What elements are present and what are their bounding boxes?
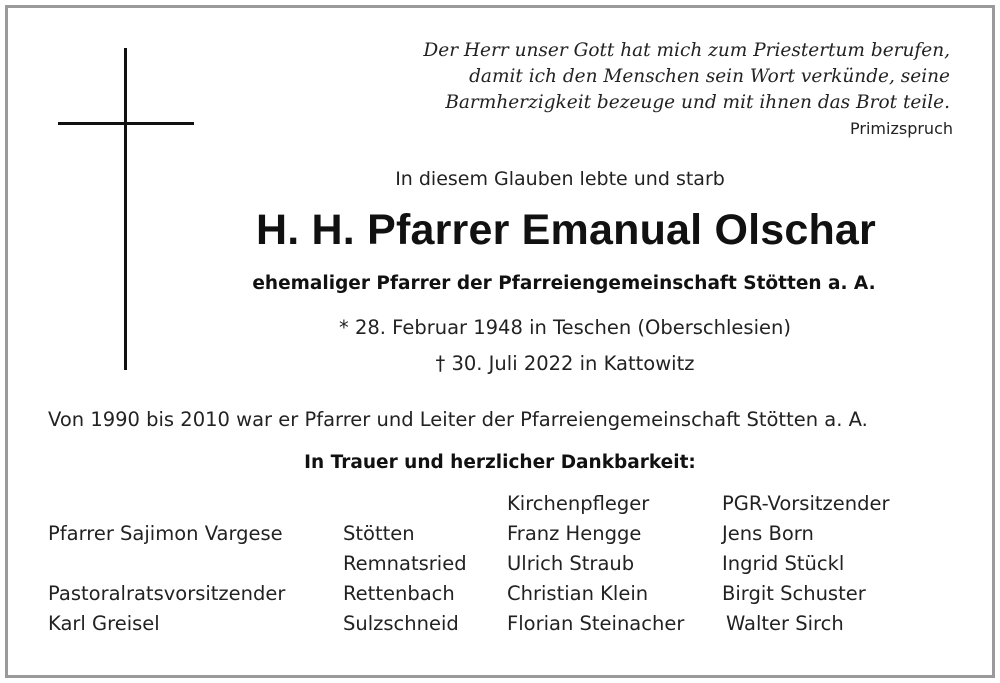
kirchenpfleger-name: Franz Hengge [507, 522, 642, 545]
quote-source: Primizspruch [850, 119, 953, 138]
deceased-name: H. H. Pfarrer Emanual Olschar [256, 206, 876, 254]
signatory: Pastoralratsvorsitzender [48, 582, 286, 605]
pgr-header: PGR-Vorsitzender [722, 492, 890, 515]
pgr-name: Birgit Schuster [722, 582, 866, 605]
quote-line: damit ich den Menschen sein Wort verkünde, seine [469, 66, 950, 87]
kirchenpfleger-name: Florian Steinacher [507, 612, 685, 635]
parish-place: Stötten [343, 522, 415, 545]
kirchenpfleger-header: Kirchenpfleger [507, 492, 650, 515]
bible-quote [350, 38, 950, 116]
parish-place: Rettenbach [343, 582, 455, 605]
deceased-role: ehemaliger Pfarrer der Pfarreiengemeinschaft Stötten a. A. [252, 273, 876, 294]
quote-line: Der Herr unser Gott hat mich zum Priestertum berufen, [423, 40, 950, 61]
quote-line: Barmherzigkeit bezeuge und mit ihnen das Brot teile. [445, 92, 950, 113]
intro-text: In diesem Glauben lebte und starb [395, 168, 725, 190]
cross-icon-bar [58, 122, 194, 125]
kirchenpfleger-name: Ulrich Straub [507, 552, 635, 575]
signatory: Karl Greisel [48, 612, 160, 635]
pgr-name: Ingrid Stückl [722, 552, 845, 575]
pgr-name: Jens Born [722, 522, 814, 545]
kirchenpfleger-name: Christian Klein [507, 582, 649, 605]
biography-summary: Von 1990 bis 2010 war er Pfarrer und Leiter der Pfarreiengemeinschaft Stötten a. A. [48, 408, 868, 431]
death-date: † 30. Juli 2022 in Kattowitz [435, 352, 695, 375]
parish-place: Sulzschneid [343, 612, 459, 635]
pgr-name: Walter Sirch [726, 612, 844, 635]
mourning-heading: In Trauer und herzlicher Dankbarkeit: [304, 452, 696, 473]
birth-date: * 28. Februar 1948 in Teschen (Oberschlesien) [339, 316, 791, 339]
signatory: Pfarrer Sajimon Vargese [48, 522, 283, 545]
parish-place: Remnatsried [343, 552, 467, 575]
